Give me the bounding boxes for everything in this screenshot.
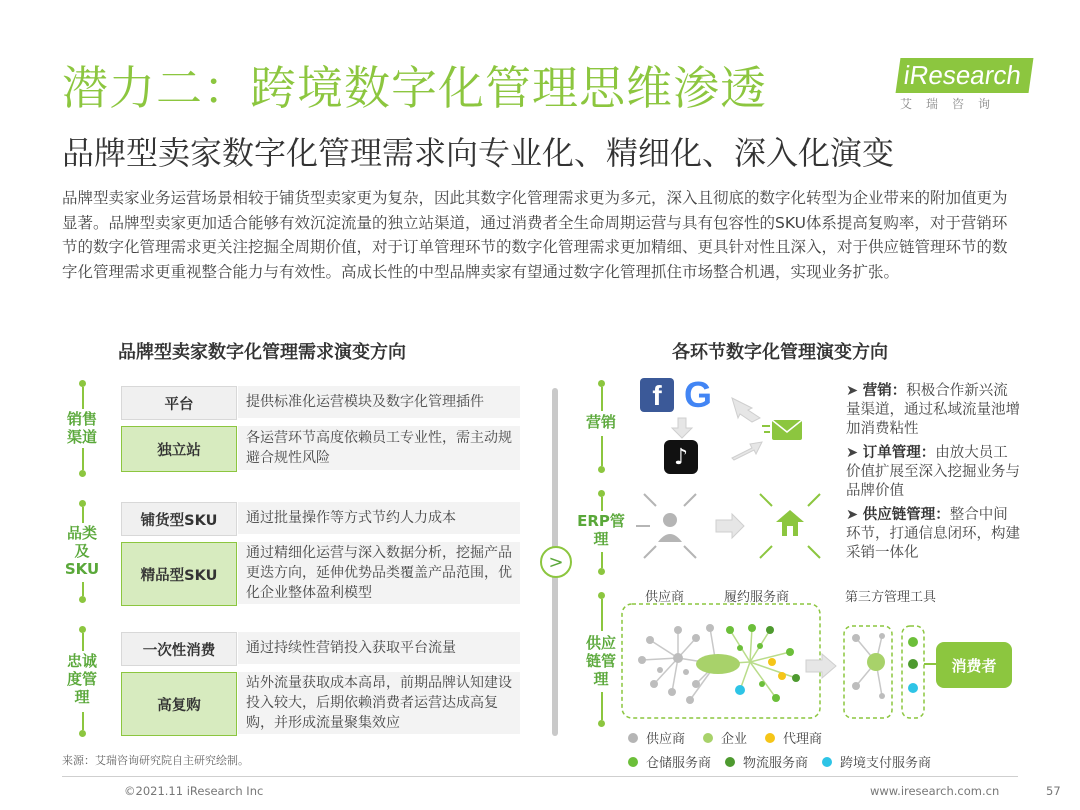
group-dot [79, 596, 86, 603]
intro-paragraph: 品牌型卖家业务运营场景相较于铺货型卖家更为复杂，因此其数字化管理需求更为多元，深入且彻底的数字化转型为企业带来的附加值更为显著。品牌型卖家更加适合能够有效沉淀流量的独立站渠道，通过消费者全生命周期运营与具有包容性的SKU体系提高复购率，对于营销环节的数字化管理需求更关注挖掘全周期价值，对于订单管理环节的数字化管理需求更加精细、更具针对性且深入，对于供应链管理环节的数字化管理需求更重视整合能力与有效性。高成长性的中型品牌卖家有望通过数字化管理抓住市场整合机遇，实现业务扩张。 [62, 189, 1008, 281]
page-title: 潜力二：跨境数字化管理思维渗透 [62, 61, 767, 115]
rail-line [601, 599, 603, 631]
row-desc-distribution-sku: 通过批量操作等方式节约人力成本 [238, 502, 520, 534]
bullet-order: ➤ 订单管理：由放大员工价值扩展至深入挖掘业务与品牌价值 [846, 445, 1020, 499]
down-arrow-icon [672, 418, 692, 438]
category-sales-channel: 销售渠道 [66, 410, 97, 446]
legend-label: 跨境支付服务商 [840, 756, 932, 771]
group-dot [79, 626, 86, 633]
legend-label: 供应商 [646, 732, 686, 747]
label-third-party: 第三方管理工具 [845, 590, 937, 605]
tiktok-icon: ♪ [664, 440, 698, 474]
legend-payment [822, 752, 931, 771]
group-dot [79, 500, 86, 507]
legend-label: 仓储服务商 [646, 756, 712, 771]
rail-line [601, 552, 603, 568]
footer-website: www.iresearch.com.cn [870, 784, 1000, 798]
home-icon [776, 510, 804, 536]
legend-dot [703, 733, 713, 743]
iresearch-logo [898, 58, 1031, 112]
consumer-node: 消费者 [936, 642, 1012, 688]
group-dot [79, 470, 86, 477]
marketing-erp-diagram [620, 370, 840, 590]
category-marketing: 营销 [585, 413, 616, 431]
legend-dot [822, 757, 832, 767]
legend-supplier [628, 728, 685, 747]
label-fulfillment: 履约服务商 [724, 590, 790, 605]
row-label-platform: 平台 [121, 386, 237, 420]
legend-dot [628, 757, 638, 767]
legend-row-2 [628, 752, 931, 771]
row-label-high-repurchase: 高复购 [121, 672, 237, 736]
category-loyalty: 忠诚度管理 [66, 652, 97, 706]
page-subtitle: 品牌型卖家数字化管理需求向专业化、精细化、深入化演变 [62, 134, 895, 172]
legend-label: 企业 [721, 732, 748, 747]
person-icon [658, 513, 682, 542]
logo-main-text: iResearch [896, 58, 1034, 93]
email-icon [762, 420, 802, 440]
group-dot [79, 730, 86, 737]
legend-dot [765, 733, 775, 743]
group-line [82, 633, 84, 651]
category-sku: 品类及SKU [64, 524, 100, 578]
left-section-heading: 品牌型卖家数字化管理需求演变方向 [118, 342, 406, 363]
group-dot [79, 380, 86, 387]
footer-divider [62, 776, 1018, 777]
legend-agent [765, 728, 822, 747]
legend-logistics [725, 752, 808, 771]
bullet-order-text: 由放大员工价值扩展至深入挖掘业务与品牌价值 [846, 445, 1020, 499]
row-desc-independent-site: 各运营环节高度依赖员工专业性，需主动规避合规性风险 [238, 426, 520, 470]
row-desc-platform: 提供标准化运营模块及数字化管理插件 [238, 386, 520, 418]
bullet-order-title: 订单管理： [862, 445, 936, 461]
row-label-distribution-sku: 铺货型SKU [121, 502, 237, 536]
rail-line [601, 387, 603, 411]
category-supply-chain: 供应链管理 [585, 634, 616, 688]
legend-label: 代理商 [783, 732, 823, 747]
logo-sub-text: 艾瑞咨询 [900, 97, 1005, 111]
person-rays [636, 494, 696, 558]
rail-line [601, 497, 603, 511]
group-line [82, 507, 84, 523]
label-supplier: 供应商 [645, 590, 685, 605]
rail-dot [598, 568, 605, 575]
bullet-marketing-text: 积极合作新兴流量渠道，通过私域流量池增加消费粘性 [846, 383, 1020, 437]
enterprise-node [696, 654, 740, 674]
row-label-boutique-sku: 精品型SKU [121, 542, 237, 606]
legend-warehouse [628, 752, 711, 771]
legend-row-1 [628, 728, 822, 747]
rail-dot [598, 380, 605, 387]
footer-copyright: ©2021.11 iResearch Inc [124, 784, 264, 798]
right-arrow-icon [806, 654, 836, 678]
right-arrow-icon [716, 514, 744, 538]
google-icon: G [684, 374, 713, 415]
bullet-marketing: ➤ 营销：积极合作新兴流量渠道，通过私域流量池增加消费粘性 [846, 383, 1020, 437]
row-desc-one-time: 通过持续性营销投入获取平台流量 [238, 632, 520, 664]
right-section-heading: 各环节数字化管理演变方向 [672, 342, 888, 363]
bullet-supply-text: 整合中间环节，打通信息闭环，构建采销一体化 [846, 507, 1020, 561]
rail-line [601, 692, 603, 720]
group-line [82, 387, 84, 409]
group-line [82, 582, 84, 596]
row-desc-high-repurchase: 站外流量获取成本高昂，前期品牌认知建设投入较大，后期依赖消费者运营达成高复购，并形成流量聚集效应 [238, 672, 520, 734]
rail-dot [598, 720, 605, 727]
bullet-supply: ➤ 供应链管理：整合中间环节，打通信息闭环，构建采销一体化 [846, 507, 1020, 561]
group-line [82, 712, 84, 730]
chevron-right-icon: > [540, 546, 572, 578]
category-erp: ERP管理 [577, 512, 625, 548]
diag-arrow-icon [732, 398, 760, 422]
row-label-one-time: 一次性消费 [121, 632, 237, 666]
supply-chain-diagram [620, 600, 940, 724]
row-desc-boutique-sku: 通过精细化运营与深入数据分析，挖掘产品更迭方向，延伸优势品类覆盖产品范围，优化企业整体盈利模型 [238, 542, 520, 604]
facebook-icon: f [640, 378, 674, 412]
diag-arrow-icon [732, 442, 762, 460]
rail-dot [598, 466, 605, 473]
legend-label: 物流服务商 [743, 756, 809, 771]
rail-line [601, 436, 603, 466]
rail-dot [598, 592, 605, 599]
legend-dot [628, 733, 638, 743]
bullet-marketing-title: 营销： [862, 383, 907, 399]
legend-enterprise [703, 728, 747, 747]
bullet-supply-title: 供应链管理： [862, 507, 950, 523]
legend-dot [725, 757, 735, 767]
group-line [82, 448, 84, 470]
row-label-independent-site: 独立站 [121, 426, 237, 472]
source-note: 来源：艾瑞咨询研究院自主研究绘制。 [62, 754, 249, 767]
rail-dot [598, 490, 605, 497]
page-number: 57 [1046, 784, 1061, 798]
